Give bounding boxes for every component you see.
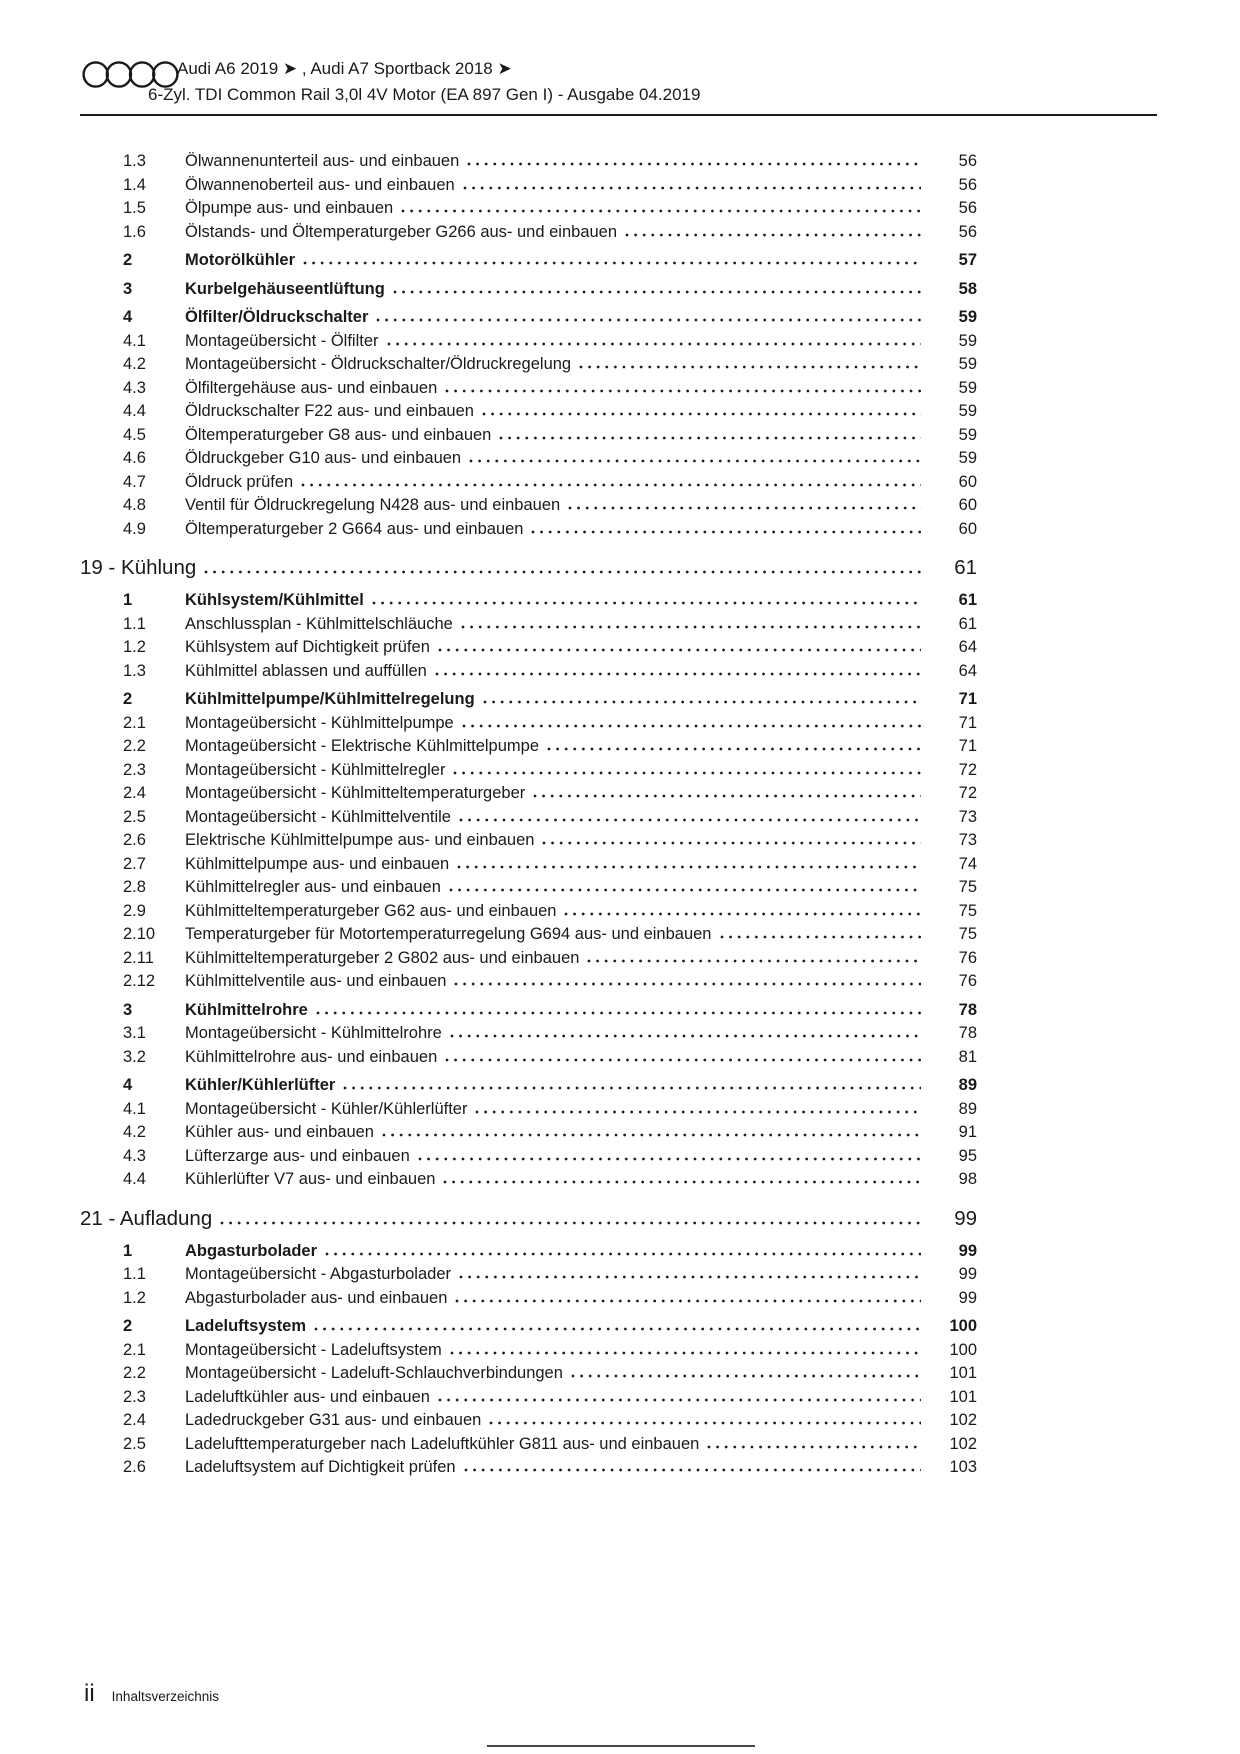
toc-entry-title: Ölfiltergehäuse aus- und einbauen <box>185 378 438 397</box>
toc-entry-title: Ölstands- und Öltemperaturgeber G266 aus- und einbauen <box>185 222 618 241</box>
toc-dot-leader <box>453 771 921 775</box>
toc-entry-page: 89 <box>958 1076 977 1094</box>
toc-entry <box>80 1046 977 1070</box>
toc-entry <box>80 900 977 924</box>
toc-entry-number: 2.11 <box>123 948 154 967</box>
toc-entry-page: 74 <box>958 854 977 873</box>
toc-entry-page: 57 <box>958 251 977 269</box>
toc-entry-page: 76 <box>958 948 977 967</box>
page-footer <box>84 1680 219 1708</box>
toc-dot-leader <box>531 530 921 534</box>
toc-entry-number: 2.9 <box>123 901 146 920</box>
toc-entry-title: Montageübersicht - Ladeluft-Schlauchverbindungen <box>185 1364 563 1382</box>
toc-dot-leader <box>462 724 921 728</box>
toc-entry-number: 1.3 <box>123 661 146 680</box>
toc-entry-title: Montageübersicht - Kühler/Kühlerlüfter <box>185 1099 468 1118</box>
toc-dot-leader <box>489 1421 921 1425</box>
toc-entry-page: 56 <box>958 222 977 241</box>
toc-dot-leader <box>579 365 921 369</box>
toc-entry <box>80 688 977 712</box>
toc-entry <box>80 999 977 1023</box>
toc-dot-leader <box>314 1327 921 1331</box>
toc-entry-page: 59 <box>958 425 977 444</box>
toc-dot-leader <box>220 1221 921 1225</box>
toc-entry-title: Montageübersicht - Ölfilter <box>185 331 379 350</box>
toc-entry-title: Kühlmittelrohre <box>185 1000 308 1019</box>
toc-dot-leader <box>301 483 921 487</box>
toc-dot-leader <box>449 888 921 892</box>
header-model-line: Audi A6 2019 ➤ , Audi A7 Sportback 2018 ➤ <box>177 59 512 78</box>
toc-entry <box>80 249 977 273</box>
toc-entry-page: 75 <box>958 901 977 920</box>
toc-entry-number: 4 <box>123 308 133 326</box>
toc-entry-page: 78 <box>958 1000 977 1019</box>
toc-entry-page: 60 <box>958 496 977 514</box>
footer-page-number: ii <box>84 1680 95 1707</box>
toc-dot-leader <box>461 625 921 629</box>
toc-entry-page: 64 <box>958 661 977 680</box>
toc-dot-leader <box>445 1058 921 1062</box>
toc-dot-leader <box>483 700 921 704</box>
toc-entry <box>80 377 977 401</box>
toc-entry <box>80 494 977 518</box>
toc-entry-page: 72 <box>958 784 977 802</box>
toc-entry-number: 2.1 <box>123 1340 146 1359</box>
toc-entry-number: 2.10 <box>123 925 156 943</box>
toc-entry-page: 99 <box>954 1206 977 1230</box>
toc-entry-number: 1 <box>123 591 133 609</box>
toc-entry-title: Kühlsystem/Kühlmittel <box>185 591 364 609</box>
toc-entry-page: 58 <box>958 279 977 298</box>
toc-list <box>80 150 977 1480</box>
toc-dot-leader <box>204 570 921 574</box>
toc-entry <box>80 613 977 637</box>
toc-entry-page: 60 <box>958 472 977 491</box>
toc-entry <box>80 1205 977 1232</box>
toc-entry-page: 56 <box>958 199 977 217</box>
toc-entry-title: Ölpumpe aus- und einbauen <box>185 199 394 217</box>
toc-entry <box>80 829 977 853</box>
toc-entry-title: Montageübersicht - Kühlmittelventile <box>185 807 451 826</box>
toc-dot-leader <box>464 1468 921 1472</box>
toc-entry-title: Kühlerlüfter V7 aus- und einbauen <box>185 1170 436 1188</box>
toc-entry-page: 100 <box>949 1317 977 1335</box>
toc-dot-leader <box>469 459 921 463</box>
toc-dot-leader <box>720 935 922 939</box>
toc-entry-page: 75 <box>958 925 977 943</box>
toc-entry-page: 76 <box>958 972 977 990</box>
toc-dot-leader <box>372 601 921 605</box>
toc-dot-leader <box>443 1180 921 1184</box>
header-engine-line: 6-Zyl. TDI Common Rail 3,0l 4V Motor (EA 897 Gen I) - Ausgabe 04.2019 <box>148 85 701 104</box>
toc-entry-title: Ölwannenunterteil aus- und einbauen <box>185 152 460 170</box>
toc-entry <box>80 174 977 198</box>
toc-entry-number: 2 <box>123 690 133 708</box>
toc-entry-title: Abgasturbolader <box>185 1241 318 1260</box>
toc-entry-page: 64 <box>958 638 977 656</box>
toc-dot-leader <box>482 412 921 416</box>
toc-entry-title: 21 - Aufladung <box>80 1206 213 1230</box>
toc-entry-title: Ladedruckgeber G31 aus- und einbauen <box>185 1411 482 1429</box>
toc-entry-page: 59 <box>958 308 977 326</box>
toc-entry-number: 3 <box>123 279 133 298</box>
toc-entry-title: Kühlmittelregler aus- und einbauen <box>185 878 441 896</box>
toc-entry-page: 75 <box>958 878 977 896</box>
toc-entry-title: Kühlsystem auf Dichtigkeit prüfen <box>185 638 430 656</box>
toc-entry-title: Ladeluftsystem <box>185 1317 307 1335</box>
toc-entry-page: 102 <box>949 1411 977 1429</box>
toc-entry <box>80 947 977 971</box>
toc-entry-number: 4.2 <box>123 1123 146 1141</box>
toc-entry-number: 4.4 <box>123 1170 146 1188</box>
toc-entry-page: 101 <box>949 1387 977 1406</box>
toc-entry-page: 73 <box>958 831 977 849</box>
toc-dot-leader <box>450 1034 921 1038</box>
toc-entry-page: 73 <box>958 807 977 826</box>
toc-entry-number: 2.12 <box>123 972 156 990</box>
toc-entry <box>80 1022 977 1046</box>
toc-entry <box>80 1386 977 1410</box>
toc-entry-title: Ölfilter/Öldruckschalter <box>185 308 369 326</box>
toc-entry-page: 99 <box>958 1288 977 1307</box>
toc-entry-title: Kühlmittelpumpe/Kühlmittelregelung <box>185 690 475 708</box>
toc-dot-leader <box>445 389 921 393</box>
toc-entry-title: Kühlmittel ablassen und auffüllen <box>185 661 427 680</box>
toc-entry <box>80 150 977 174</box>
toc-entry-page: 78 <box>958 1024 977 1042</box>
toc-entry-number: 1.1 <box>123 614 146 633</box>
toc-entry <box>80 197 977 221</box>
toc-entry-page: 91 <box>958 1123 977 1141</box>
toc-entry-number: 1.2 <box>123 1288 146 1307</box>
toc-entry-title: Kühlmittelpumpe aus- und einbauen <box>185 854 450 873</box>
toc-entry-number: 4.7 <box>123 472 146 491</box>
toc-dot-leader <box>564 912 921 916</box>
toc-entry-title: Montageübersicht - Öldruckschalter/Öldruckregelung <box>185 355 572 373</box>
toc-entry-page: 59 <box>958 449 977 467</box>
toc-entry-number: 2.8 <box>123 878 146 896</box>
toc-entry <box>80 221 977 245</box>
toc-entry-title: Kühler/Kühlerlüfter <box>185 1076 336 1094</box>
toc-dot-leader <box>303 261 921 265</box>
toc-dot-leader <box>542 841 921 845</box>
toc-entry-number: 1.1 <box>123 1265 146 1283</box>
toc-entry-number: 2.1 <box>123 713 146 732</box>
toc-entry-number: 4.3 <box>123 1146 146 1165</box>
toc-entry <box>80 923 977 947</box>
toc-entry-page: 100 <box>949 1340 977 1359</box>
toc-entry-title: Kühlmittelrohre aus- und einbauen <box>185 1047 438 1066</box>
toc-entry-number: 1.2 <box>123 638 146 656</box>
toc-entry-number: 4.5 <box>123 425 146 444</box>
toc-entry-title: Öltemperaturgeber G8 aus- und einbauen <box>185 425 492 444</box>
toc-dot-leader <box>343 1086 921 1090</box>
toc-entry-title: 19 - Kühlung <box>80 556 197 579</box>
toc-dot-leader <box>438 648 921 652</box>
toc-dot-leader <box>475 1110 921 1114</box>
toc-entry-title: Abgasturbolader aus- und einbauen <box>185 1288 448 1307</box>
toc-dot-leader <box>376 318 921 322</box>
toc-dot-leader <box>387 342 922 346</box>
toc-entry-number: 1.6 <box>123 222 146 241</box>
toc-dot-leader <box>533 794 921 798</box>
toc-entry <box>80 735 977 759</box>
toc-dot-leader <box>401 209 921 213</box>
toc-entry-number: 4.1 <box>123 331 146 350</box>
toc-entry <box>80 554 977 581</box>
toc-entry <box>80 353 977 377</box>
toc-entry-title: Kühlmitteltemperaturgeber 2 G802 aus- und einbauen <box>185 948 580 967</box>
toc-entry <box>80 1263 977 1287</box>
toc-dot-leader <box>459 818 921 822</box>
toc-entry-number: 4.3 <box>123 378 146 397</box>
toc-entry-number: 3 <box>123 1000 133 1019</box>
toc-entry-page: 59 <box>958 355 977 373</box>
toc-entry-page: 71 <box>958 690 977 708</box>
toc-entry-number: 4.6 <box>123 449 146 467</box>
toc-entry <box>80 1240 977 1264</box>
toc-entry-title: Öltemperaturgeber 2 G664 aus- und einbauen <box>185 519 524 538</box>
toc-entry-title: Öldruck prüfen <box>185 472 294 491</box>
toc-entry-number: 2.7 <box>123 854 146 873</box>
toc-entry <box>80 424 977 448</box>
toc-entry-page: 56 <box>958 175 977 194</box>
toc-entry <box>80 1362 977 1386</box>
toc-entry-title: Ventil für Öldruckregelung N428 aus- und einbauen <box>185 496 561 514</box>
toc-dot-leader <box>467 162 921 166</box>
toc-entry <box>80 1121 977 1145</box>
toc-entry-number: 4.1 <box>123 1099 146 1118</box>
toc-dot-leader <box>382 1133 921 1137</box>
toc-entry-page: 99 <box>958 1265 977 1283</box>
toc-entry <box>80 306 977 330</box>
toc-entry-page: 98 <box>958 1170 977 1188</box>
toc-entry-number: 1.5 <box>123 199 146 217</box>
toc-dot-leader <box>393 290 921 294</box>
toc-dot-leader <box>568 506 921 510</box>
toc-dot-leader <box>455 1299 921 1303</box>
toc-entry-number: 2.5 <box>123 1434 146 1453</box>
toc-entry <box>80 589 977 613</box>
toc-entry-number: 2.4 <box>123 784 146 802</box>
toc-entry-number: 2 <box>123 1317 133 1335</box>
toc-entry-page: 81 <box>958 1047 977 1066</box>
toc-entry-title: Montageübersicht - Ladeluftsystem <box>185 1340 442 1359</box>
toc-entry-title: Ladelufttemperaturgeber nach Ladeluftkühler G811 aus- und einbauen <box>185 1434 700 1453</box>
toc-entry-title: Öldruckgeber G10 aus- und einbauen <box>185 449 462 467</box>
toc-dot-leader <box>316 1011 921 1015</box>
toc-entry-page: 61 <box>954 556 977 579</box>
toc-entry-page: 103 <box>949 1458 977 1476</box>
toc-entry-page: 99 <box>958 1241 977 1260</box>
toc-entry-number: 4.4 <box>123 402 146 420</box>
page-header <box>0 0 1240 116</box>
toc-entry-title: Ölwannenoberteil aus- und einbauen <box>185 175 455 194</box>
toc-dot-leader <box>454 982 921 986</box>
toc-entry-number: 2.2 <box>123 1364 146 1382</box>
toc-entry <box>80 1315 977 1339</box>
toc-entry-page: 59 <box>958 402 977 420</box>
toc-entry <box>80 1168 977 1192</box>
toc-entry <box>80 1339 977 1363</box>
toc-entry-number: 2.4 <box>123 1411 146 1429</box>
toc-dot-leader <box>707 1445 921 1449</box>
toc-entry <box>80 1098 977 1122</box>
toc-entry <box>80 712 977 736</box>
toc-entry-number: 2.6 <box>123 831 146 849</box>
toc-entry-title: Montageübersicht - Kühlmitteltemperaturgeber <box>185 784 526 802</box>
toc-entry-page: 59 <box>958 331 977 350</box>
toc-entry-page: 71 <box>958 737 977 755</box>
toc-dot-leader <box>418 1157 921 1161</box>
toc-entry-title: Kühler aus- und einbauen <box>185 1123 374 1141</box>
toc-entry-page: 60 <box>958 519 977 538</box>
toc-entry-page: 72 <box>958 760 977 779</box>
toc-entry-number: 2 <box>123 251 133 269</box>
toc-entry <box>80 1409 977 1433</box>
footer-section-label: Inhaltsverzeichnis <box>111 1689 219 1704</box>
toc-entry-title: Ladeluftsystem auf Dichtigkeit prüfen <box>185 1458 456 1476</box>
toc-entry-title: Kühlmittelventile aus- und einbauen <box>185 972 447 990</box>
toc-entry-page: 61 <box>958 614 977 633</box>
toc-entry <box>80 400 977 424</box>
toc-entry-number: 1.3 <box>123 152 146 170</box>
toc-entry-page: 59 <box>958 378 977 397</box>
header-divider <box>80 114 1157 116</box>
toc-entry-title: Anschlussplan - Kühlmittelschläuche <box>185 614 453 633</box>
toc-entry-title: Montageübersicht - Kühlmittelregler <box>185 760 446 779</box>
toc-entry-number: 2.5 <box>123 807 146 826</box>
toc-entry <box>80 876 977 900</box>
toc-dot-leader <box>463 186 921 190</box>
toc-entry-title: Kurbelgehäuseentlüftung <box>185 279 385 298</box>
toc-entry <box>80 806 977 830</box>
toc-entry-number: 4.9 <box>123 519 146 538</box>
toc-dot-leader <box>571 1374 921 1378</box>
toc-entry-title: Elektrische Kühlmittelpumpe aus- und einbauen <box>185 831 535 849</box>
toc-entry-number: 1 <box>123 1241 133 1260</box>
toc-entry-title: Motorölkühler <box>185 251 295 269</box>
toc-entry-number: 2.3 <box>123 1387 146 1406</box>
toc-entry <box>80 1433 977 1457</box>
toc-entry-title: Montageübersicht - Elektrische Kühlmittelpumpe <box>185 737 540 755</box>
toc-entry <box>80 1287 977 1311</box>
toc-entry-number: 4.8 <box>123 496 146 514</box>
toc-entry-number: 1.4 <box>123 175 146 194</box>
toc-entry <box>80 636 977 660</box>
toc-entry-number: 4.2 <box>123 355 146 373</box>
toc-entry-title: Montageübersicht - Kühlmittelpumpe <box>185 713 454 732</box>
toc-entry-number: 3.2 <box>123 1047 146 1066</box>
toc-entry-title: Ladeluftkühler aus- und einbauen <box>185 1387 430 1406</box>
toc-dot-leader <box>499 436 921 440</box>
toc-entry <box>80 330 977 354</box>
toc-dot-leader <box>587 959 921 963</box>
toc-entry-title: Lüfterzarge aus- und einbauen <box>185 1146 410 1165</box>
toc-entry <box>80 1456 977 1480</box>
toc-entry-page: 56 <box>958 152 977 170</box>
toc-dot-leader <box>459 1275 921 1279</box>
toc-entry-number: 2.2 <box>123 737 146 755</box>
toc-entry-page: 95 <box>958 1146 977 1165</box>
toc-entry-page: 89 <box>958 1099 977 1118</box>
toc-entry <box>80 471 977 495</box>
toc-entry <box>80 759 977 783</box>
toc-dot-leader <box>547 747 921 751</box>
toc-entry-page: 102 <box>949 1434 977 1453</box>
toc-dot-leader <box>435 672 921 676</box>
toc-entry-title: Montageübersicht - Abgasturbolader <box>185 1265 451 1283</box>
toc-entry <box>80 278 977 302</box>
toc-entry-page: 71 <box>958 713 977 732</box>
toc-entry-page: 101 <box>949 1364 977 1382</box>
toc-entry-number: 2.3 <box>123 760 146 779</box>
toc-dot-leader <box>438 1398 921 1402</box>
toc-dot-leader <box>325 1252 921 1256</box>
toc-entry-number: 2.6 <box>123 1458 146 1476</box>
toc-entry <box>80 1074 977 1098</box>
toc-entry <box>80 447 977 471</box>
toc-entry-number: 4 <box>123 1076 133 1094</box>
toc-entry <box>80 518 977 542</box>
toc-entry-title: Kühlmitteltemperaturgeber G62 aus- und einbauen <box>185 901 557 920</box>
toc-entry <box>80 660 977 684</box>
toc-entry <box>80 970 977 994</box>
bottom-divider <box>487 1745 755 1747</box>
toc-entry-title: Temperaturgeber für Motortemperaturregelung G694 aus- und einbauen <box>185 925 712 943</box>
toc-entry-title: Montageübersicht - Kühlmittelrohre <box>185 1024 442 1042</box>
toc-entry-page: 61 <box>958 591 977 609</box>
toc-entry-title: Öldruckschalter F22 aus- und einbauen <box>185 402 474 420</box>
toc-entry-number: 3.1 <box>123 1024 146 1042</box>
toc-dot-leader <box>625 233 921 237</box>
toc-entry <box>80 1145 977 1169</box>
toc-entry <box>80 853 977 877</box>
toc-dot-leader <box>457 865 921 869</box>
toc-entry <box>80 782 977 806</box>
audi-rings-icon <box>82 60 179 89</box>
toc-dot-leader <box>450 1351 921 1355</box>
